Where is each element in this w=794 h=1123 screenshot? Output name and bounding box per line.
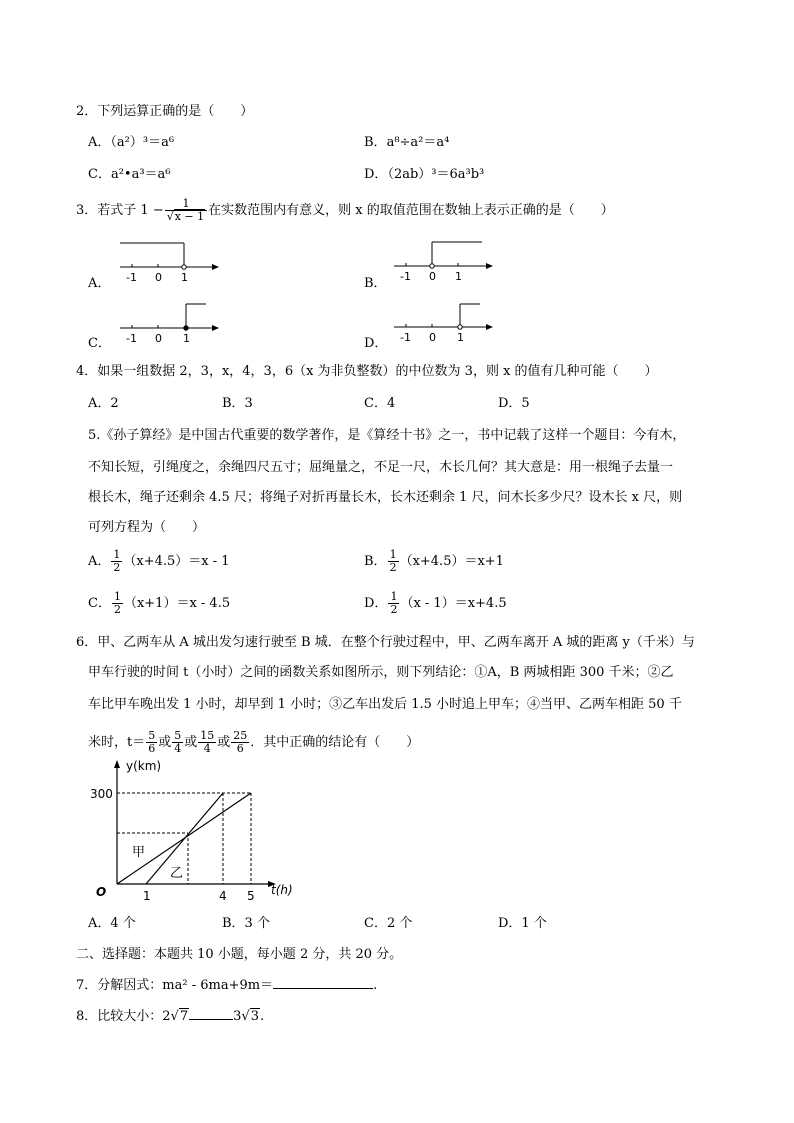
t-axis-label: t(h) [271,883,293,897]
frac-denominator: 6 [148,742,156,755]
q8: 8．比较大小：2√7 3√3. [76,1009,265,1024]
tick-label: -1 [400,331,411,344]
q3-fraction [165,198,207,223]
sqrt-radicand: 7 [179,1009,189,1024]
q6-option-b: B．3 个 [222,916,270,931]
q4-option-c: C．4 [364,396,396,411]
frac-numerator: 1 [113,548,121,561]
half-fraction [112,591,123,616]
tick-label: 0 [155,271,162,284]
frac-denominator: 2 [390,603,398,616]
q4-stem: 4．如果一组数据 2，3，x，4，3，6（x 为非负整数）的中位数为 3，则 x 的值有几种可能（ ） [76,364,658,379]
frac-denominator: 2 [389,561,397,574]
q4-option-a: A．2 [88,396,119,411]
q2-option-c [88,166,171,184]
frac-numerator: 1 [113,590,121,603]
q5-line2: 不知长短，引绳度之，余绳四尺五寸；屈绳量之，不足一尺，木长几何？其大意是：用一根绳子去量一 [88,460,674,475]
option-label: B． [364,554,387,569]
y-axis-label: y(km) [126,760,162,773]
q3-option-b-numberline [386,238,501,290]
sqrt-radicand: 3 [250,1009,259,1024]
option-label: A． [88,135,111,150]
q5-line3: 根长木，绳子还剩余 4.5 尺；将绳子对折再量长木，长木还剩余 1 尺，问木长多少尺？设木长 x 尺，则 [88,490,683,505]
q3-expr-prefix: 1 − [140,203,164,218]
q5-option-a [88,549,230,575]
q3-num: 3．若式子 [76,203,137,218]
option-label: C． [88,596,111,611]
option-expr: （x+1）＝x - 4.5 [123,596,231,611]
q5-option-c [88,591,230,617]
t-fraction-1 [146,730,157,755]
frac-numerator: 1 [389,548,397,561]
tick-label: 1 [181,271,188,284]
y-tick-label: 300 [90,787,113,801]
q7-stem: 7．分解因式：ma² - 6ma+9m＝ [76,978,274,993]
frac-numerator: 5 [148,729,156,742]
section2-title: 二、选择题：本题共 10 小题，每小题 2 分，共 20 分。 [76,947,403,962]
frac-denominator: 6 [236,742,244,755]
answer-blank[interactable] [273,988,373,989]
frac-denominator: √x − 1 [166,210,205,223]
q6-option-d: D．1 个 [498,916,547,931]
frac-denominator: 2 [113,603,121,616]
q8-mid: 3 [233,1009,242,1024]
q2-option-d [364,166,484,184]
tick-label: -1 [126,271,137,284]
tick-label: 1 [455,270,462,283]
option-expr: （2ab）³＝6a³b³ [387,167,485,182]
q6-option-a: A．4 个 [88,916,136,931]
q5-line1: 5.《孙子算经》是中国古代重要的数学著作，是《算经十书》之一，书中记载了这样一个题目：今有木， [88,428,686,443]
tick-label: 0 [429,270,436,283]
q4-option-d: D．5 [498,396,530,411]
origin-label: O [96,885,107,899]
answer-blank[interactable] [189,1019,233,1020]
frac-numerator: 25 [233,729,248,742]
frac-denominator: 4 [174,742,182,755]
option-expr: （a²）³＝a⁶ [110,135,175,150]
q2-option-a [88,134,174,152]
line4-suffix: ．其中正确的结论有（ ） [250,735,420,750]
option-label: A． [88,554,111,569]
q4-option-b: B．3 [222,396,253,411]
q3-option-d-numberline [386,300,501,352]
tick-label: 0 [155,332,162,345]
or-word: 或 [184,735,198,750]
q6-line4 [88,728,419,758]
q3-option-a-numberline [112,238,227,290]
frac-numerator: 1 [165,198,207,211]
tick-label: -1 [400,270,411,283]
or-word: 或 [158,735,172,750]
frac-numerator: 1 [390,590,398,603]
x-tick-label: 4 [219,889,227,903]
q3-option-c-numberline [112,300,227,352]
line-label-yi: 乙 [170,866,184,881]
option-expr: （x+4.5）＝x+1 [399,554,504,569]
frac-numerator: 15 [200,729,215,742]
half-fraction [388,549,399,574]
q3-option-d-label: D． [364,336,388,351]
q6-option-c: C．2 个 [364,916,413,931]
q6-distance-time-graph [88,760,308,909]
q5-option-b [364,549,504,575]
line4-prefix: 米时，t＝ [88,735,146,750]
line-label-jia: 甲 [132,845,146,860]
or-word: 或 [217,735,231,750]
option-label: B． [364,135,387,150]
half-fraction [388,591,399,616]
q5-option-d [364,591,507,617]
q8-stem: 8．比较大小：2 [76,1009,171,1024]
q3-option-c-label: C． [88,336,111,351]
t-fraction-2 [172,730,183,755]
half-fraction [111,549,122,574]
frac-denominator: 4 [203,742,211,755]
x-tick-label: 5 [247,889,255,903]
option-expr: （x - 1）＝x+4.5 [400,596,507,611]
sqrt-radicand: x − 1 [174,210,205,223]
option-label: C． [88,167,111,182]
option-label: D． [364,167,388,182]
q6-line2: 甲车行驶的时间 t（小时）之间的函数关系如图所示，则下列结论：①A，B 两城相距 300 千米；②乙 [88,665,674,680]
q8-end: . [259,1009,265,1024]
q2-option-b [364,134,449,152]
option-label: D． [364,596,388,611]
frac-denominator: 2 [113,561,121,574]
frac-numerator: 5 [174,729,182,742]
t-fraction-4 [231,730,249,755]
q3-stem-rest: 在实数范围内有意义，则 x 的取值范围在数轴上表示正确的是（ ） [208,203,614,218]
q2-stem: 2．下列运算正确的是（ ） [76,104,254,119]
x-tick-label: 1 [143,889,151,903]
option-expr: a²•a³＝a⁶ [110,167,171,182]
option-expr: a⁸÷a²＝a⁴ [386,135,450,150]
q6-line1: 6．甲、乙两车从 A 城出发匀速行驶至 B 城．在整个行驶过程中，甲、乙两车离开 A 城的距离 y（千米）与 [76,635,695,650]
q6-line3: 车比甲车晚出发 1 小时，却早到 1 小时；③乙车出发后 1.5 小时追上甲车；④当甲、乙两车相距 50 千 [88,697,682,712]
q3-stem [76,198,614,223]
q3-option-a-label: A． [88,276,111,291]
t-fraction-3 [198,730,216,755]
tick-label: 1 [183,332,190,345]
q7-end: . [373,978,378,993]
q7 [76,977,377,995]
tick-label: 1 [457,331,464,344]
tick-label: 0 [429,331,436,344]
option-expr: （x+4.5）＝x - 1 [123,554,230,569]
q3-option-b-label: B． [364,276,387,291]
q5-line4: 可列方程为（ ） [88,520,206,535]
tick-label: -1 [126,332,137,345]
